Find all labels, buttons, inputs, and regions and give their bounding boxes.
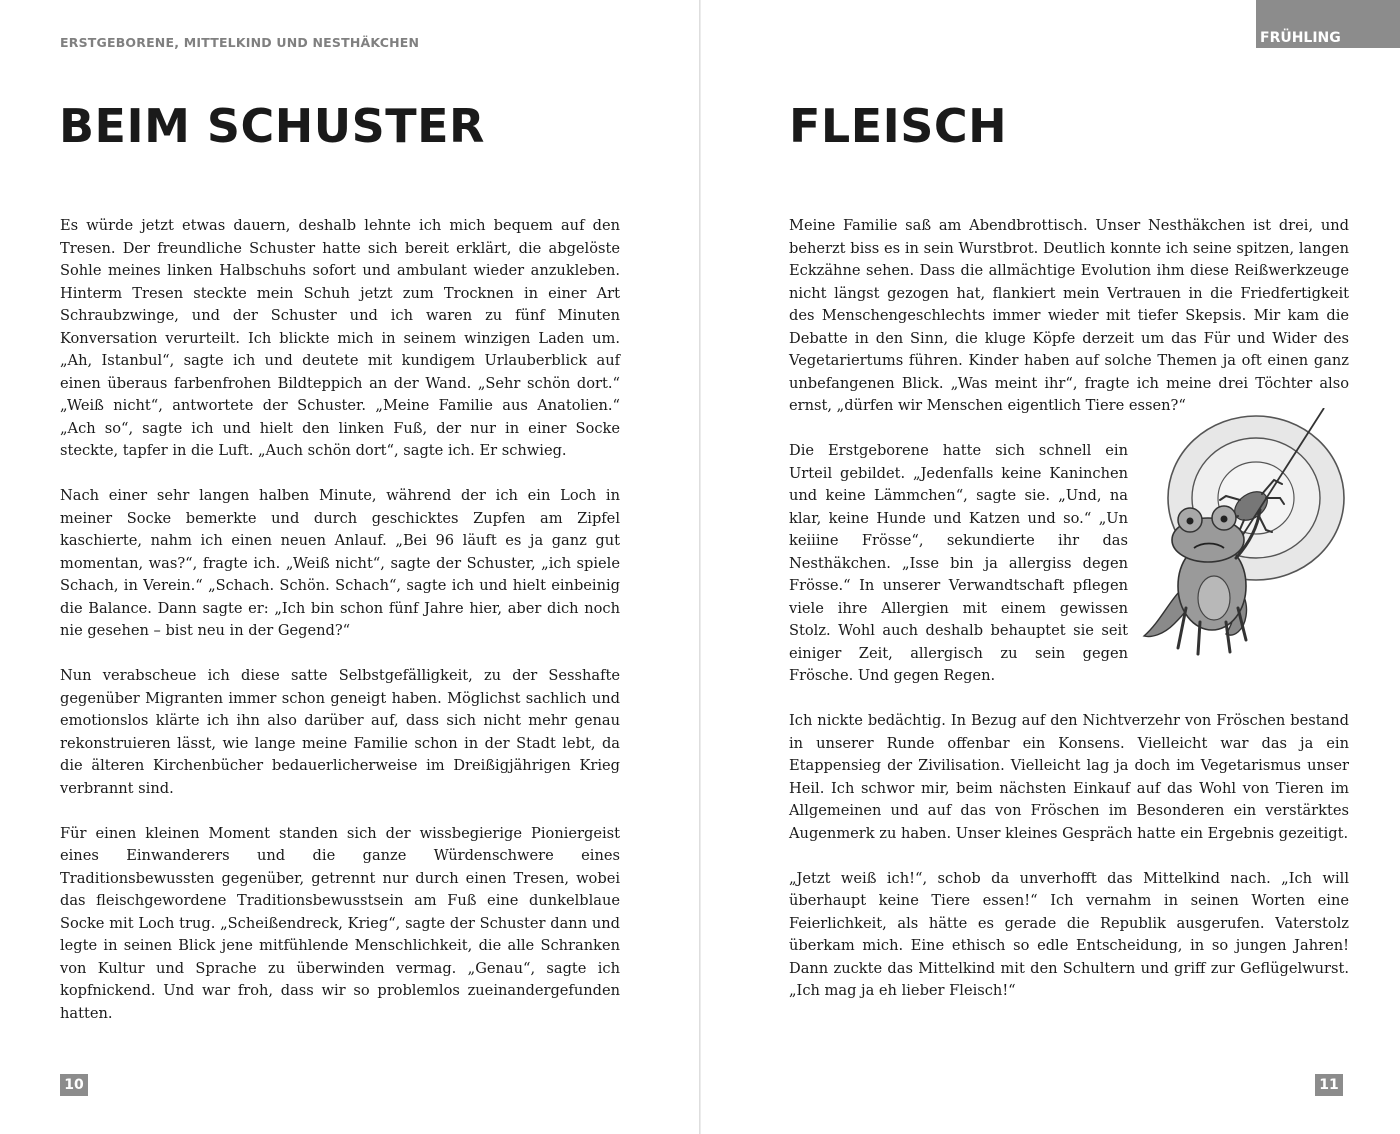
frog-belly: [1198, 576, 1230, 620]
page-number-left: 10: [60, 1074, 88, 1096]
paragraph: Ich nickte bedächtig. In Bezug auf den Nichtverzehr von Fröschen bestand in unserer Runde offenbar ein Konsens. Vielleicht war das ja ein Etappensieg der Zivilisation. Vielleicht lag ja doch im Vegetarismus unser Heil. Ich schwor mir, beim nächsten Einkauf auf das Wohl von Tieren im Allgemeinen und auf das von Fröschen im Besonderen ein verstärktes Augenmerk zu haben. Unser kleines Gespräch hatte ein Ergebnis gezeitigt.: [789, 712, 1349, 842]
chapter-title-left: BEIM SCHUSTER: [59, 99, 485, 153]
paragraph: Es würde jetzt etwas dauern, deshalb lehnte ich mich bequem auf den Tresen. Der freundliche Schuster hatte sich bereit erklärt, die abgelöste Sohle meines linken Halbschuhs sofort und ambulant wieder anzukleben. Hinterm Tresen steckte mein Schuh jetzt zum Trocknen in einer Art Schraubzwinge, und der Schuster und ich waren zu fünf Minuten Konversation verurteilt. Ich blickte mich in seinem winzigen Laden um. „Ah, Istanbul“, sagte ich und deutete mit kundigem Urlauberblick auf einen überaus farbenfrohen Bildteppich an der Wand. „Sehr schön dort.“ „Weiß nicht“, antwortete der Schuster. „Meine Familie aus Anatolien.“ „Ach so“, sagte ich und hielt den linken Fuß, der nur in einer Socke steckte, tapfer in die Luft. „Auch schön dort“, sagte ich. Er schwieg.: [60, 217, 620, 459]
frog-pupil-right: [1221, 516, 1228, 523]
paragraph: Meine Familie saß am Abendbrottisch. Unser Nesthäkchen ist drei, und beherzt biss es in sein Wurstbrot. Deutlich konnte ich seine spitzen, langen Eckzähne sehen. Dass die allmächtige Evolution ihm diese Reißwerkzeuge nicht längst gezogen hat, flankiert mein Vertrauen in die Friedfertigkeit des Menschengeschlechts immer wieder mit tiefer Skepsis. Mir kam die Debatte in den Sinn, die kluge Köpfe derzeit um das Für und Wider des Vegetariertums führen. Kinder haben auf solche Themen ja oft einen ganz unbefangenen Blick. „Was meint ihr“, fragte ich meine drei Töchter also ernst, „dürfen wir Menschen eigentlich Tiere essen?“: [789, 217, 1349, 414]
frog-illustration: [1134, 408, 1359, 668]
left-page: [0, 0, 699, 1134]
paragraph: Nach einer sehr langen halben Minute, während der ich ein Loch in meiner Socke bemerkte und durch geschicktes Zupfen am Zipfel kaschierte, nahm ich einen neuen Anlauf. „Bei 96 läuft es ja ganz gut momentan, was?“, fragte ich. „Weiß nicht“, sagte der Schuster, „ich spiele Schach, in Verein.“ „Schach. Schön. Schach“, sagte ich und hielt einbeinig die Balance. Dann sagte er: „Ich bin schon fünf Jahre hier, aber dich noch nie gesehen – bist neu in der Gegend?“: [60, 487, 620, 639]
right-page: [701, 0, 1400, 1134]
frog-pupil-left: [1187, 518, 1194, 525]
page-number-right: 11: [1315, 1074, 1343, 1096]
running-head: ERSTGEBORENE, MITTELKIND UND NESTHÄKCHEN: [60, 35, 420, 50]
body-text-right: [789, 215, 1349, 1025]
paragraph: „Jetzt weiß ich!“, schob da unverhofft das Mittelkind nach. „Ich will überhaupt keine Tiere essen!“ Ich vernahm in seinen Worten eine Feierlichkeit, als hätte es gerade die Republik ausgerufen. Vaterstolz überkam mich. Eine ethisch so edle Entscheidung, in so jungen Jahren! Dann zuckte das Mittelkind mit den Schultern und griff zur Geflügelwurst. „Ich mag ja eh lieber Fleisch!“: [789, 869, 1349, 999]
paragraph: Nun verabscheue ich diese satte Selbstgefälligkeit, zu der Sesshafte gegenüber Migranten immer schon geneigt haben. Möglichst sachlich und emotionslos klärte ich ihn also darüber auf, dass sich nicht mehr genau rekonstruieren lässt, wie lange meine Familie schon in der Stadt lebt, da die älteren Kirchenbücher bedauerlicherweise im Dreißigjährigen Krieg verbrannt sind.: [60, 667, 620, 797]
paragraph: Die Erstgeborene hatte sich schnell ein Urteil gebildet. „Jedenfalls keine Kaninchen und keine Lämmchen“, sagte sie. „Und, na klar, keine Hunde und Katzen und so.“ „Un keiiine Frösse“, sekundierte ihr das Nesthäkchen. „Isse bin ja allergiss degen Frösse.“ In unserer Verwandtschaft pflegen viele ihre Allergien mit einem gewissen Stolz. Wohl auch deshalb behauptet sie seit einiger Zeit, allergisch zu sein gegen Frösche. Und gegen Regen.: [789, 442, 1128, 684]
body-text-left: [60, 215, 620, 1048]
chapter-title-right: FLEISCH: [789, 99, 1008, 153]
section-tab: FRÜHLING: [1256, 0, 1400, 48]
paragraph: Für einen kleinen Moment standen sich der wissbegierige Pioniergeist eines Einwanderers und die ganze Würdenschwere eines Traditionsbewussten gegenüber, getrennt nur durch einen Tresen, wobei das fleischgewordene Traditionsbewusstsein am Fuß eine dunkelblaue Socke mit Loch trug. „Scheißendreck, Krieg“, sagte der Schuster dann und legte in seinen Blick jene mitfühlende Menschlichkeit, die alle Schranken von Kultur und Sprache zu überwinden vermag. „Genau“, sagte ich kopfnickend. Und war froh, dass wir so problemlos zueinandergefunden hatten.: [60, 824, 620, 1022]
